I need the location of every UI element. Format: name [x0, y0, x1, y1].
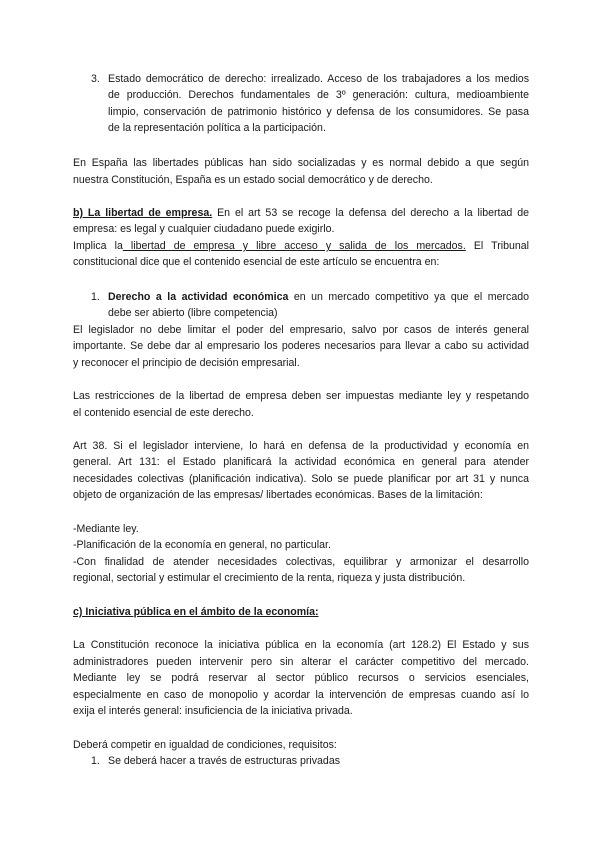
underlined-phrase: libertad de empresa y libre acceso y salida de los mercados. — [122, 240, 466, 252]
constitucion-line2: administradores pueden intervenir pero sin alterar el carácter competitivo del mercado. — [73, 656, 529, 668]
list-number: 1. — [91, 755, 100, 767]
constitucion-line3: Mediante ley se podrá reservar al sector público recursos o servicios esenciales, — [73, 672, 529, 684]
bases-line3: -Con finalidad de atender necesidades colectivas, equilibrar y armonizar el desarrollo — [73, 556, 529, 568]
bases-line4: regional, sectorial y estimular el crecimiento de la renta, riqueza y justa distribución. — [73, 572, 466, 584]
section-b-line1: b) La libertad de empresa. En el art 53 se recoge la defensa del derecho a la libertad de — [73, 207, 529, 219]
competir-line1: Deberá competir en igualdad de condiciones, requisitos: — [73, 739, 337, 751]
item3-line3: limpio, conservación de patrimonio histórico y defensa de los consumidores. Se pasa — [108, 106, 529, 118]
list-number: 3. — [91, 73, 100, 85]
restricciones-line1: Las restricciones de la libertad de empresa deben ser impuestas mediante ley y respetando — [73, 390, 529, 402]
art38-line3: necesidades colectivas (planificación indicativa). Solo se puede planificar por art 31 y nunca — [73, 473, 529, 485]
section-c-heading: c) Iniciativa pública en el ámbito de la economía: — [73, 606, 319, 618]
list-number: 1. — [91, 291, 100, 303]
constitucion-line1: La Constitución reconoce la iniciativa pública en la economía (art 128.2) El Estado y sus — [73, 639, 529, 651]
legislador-line3: y reconocer el principio de decisión empresarial. — [73, 357, 300, 369]
item1-line2: debe ser abierto (libre competencia) — [108, 307, 278, 319]
item3-line2: de producción. Derechos fundamentales de 3º generación: cultura, medioambiente — [108, 89, 529, 101]
art38-line4: objeto de organización de las empresas/ libertades económicas. Bases de la limitación: — [73, 489, 483, 501]
item3-line1: Estado democrático de derecho: irrealizado. Acceso de los trabajadores a los medios — [108, 73, 529, 85]
bases-line2: -Planificación de la economía en general, no particular. — [73, 539, 331, 551]
spain-line2: nuestra Constitución, España es un estado social democrático y de derecho. — [73, 174, 433, 186]
section-b-line2: empresa: es legal y cualquier ciudadano puede exigirlo. — [73, 223, 335, 235]
legislador-line2: importante. Se debe dar al empresario los poderes necesarios para llevar a cabo su actividad — [73, 340, 529, 352]
section-b-line4: constitucional dice que el contenido esencial de este artículo se encuentra en: — [73, 256, 440, 268]
art38-line1: Art 38. Si el legislador interviene, lo hará en defensa de la productividad y economía en — [73, 440, 529, 452]
item3-line4: de la representación política a la participación. — [108, 122, 326, 134]
constitucion-line5: exija el interés general: insuficiencia de la iniciativa privada. — [73, 705, 353, 717]
bases-line1: -Mediante ley. — [73, 523, 139, 535]
item1-bold: Derecho a la actividad económica — [108, 291, 289, 303]
legislador-line1: El legislador no debe limitar el poder del empresario, salvo por casos de interés general — [73, 324, 529, 336]
item1-line1: Derecho a la actividad económica en un mercado competitivo ya que el mercado — [108, 291, 529, 303]
spain-line1: En España las libertades públicas han sido socializadas y es normal debido a que según — [73, 157, 529, 169]
req1-text: Se deberá hacer a través de estructuras privadas — [108, 755, 341, 767]
art38-line2: general. Art 131: el Estado planificará la actividad económica en general para atender — [73, 456, 529, 468]
restricciones-line2: el contenido esencial de este derecho. — [73, 407, 254, 419]
section-b-heading: b) La libertad de empresa. — [73, 207, 213, 219]
constitucion-line4: especialmente en caso de monopolio y acordar la intervención de empresas cuando así lo — [73, 689, 529, 701]
section-b-line3: Implica la libertad de empresa y libre acceso y salida de los mercados. El Tribunal — [73, 240, 530, 252]
